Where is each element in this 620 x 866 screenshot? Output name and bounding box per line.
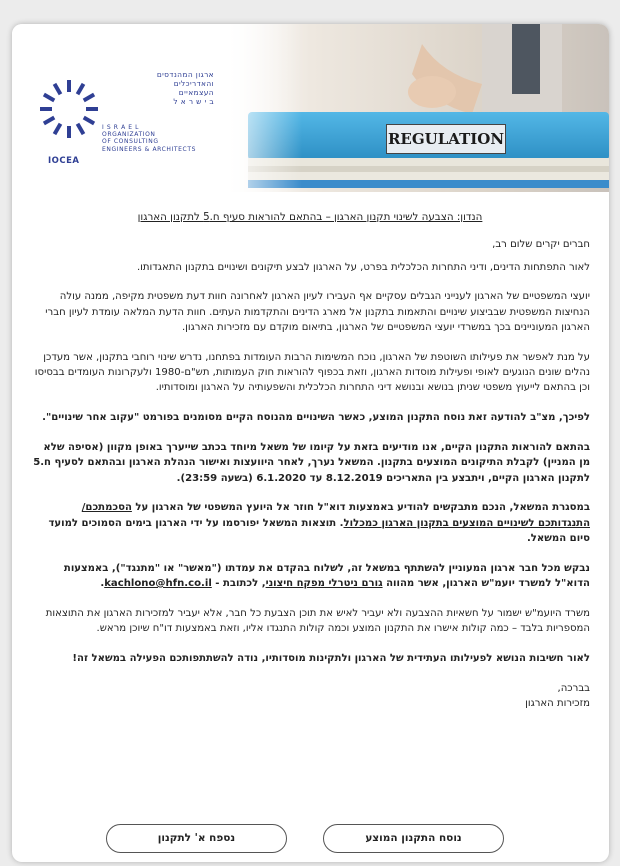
letter-paragraph: יועצי המשפטיים של הארגון לענייני הגבלים עסקיים אף העבירו לעיון הארגון לאחרונה חוות דעת משפטית מקיפה, ממנה עולה הנחיצות המשפטית שבביצוע שינויים והתאמות בתקנון אל מארג הדינים והתקדמות העתים. חוות הדעת המלאה עומדת לעיון חברי הארגון המעוניינים בכך במשרדי יועצי המשפטיים של הארגון, בתיאום מוקדם עם מזכירות הארגון.: [45, 291, 590, 333]
paragraph-text: במסגרת המשאל, הנכם מתבקשים להודיע באמצעות דוא"ל חוזר אל היועץ המשפטי של הארגון על: [131, 502, 590, 514]
letter-paragraph: על מנת לאפשר את פעילותו השוטפת של הארגון, נוכח המשימות הרבות העומדות בפתחנו, נדרש שינוי רוחבי בתקנון, אשר מעדכן נהלים שונים הנוגעים לאופי ופעילות מוסדות הארגון, וזאת בכפוף להוראות חוק העמותות, תש"ם-1980 ולעקרונות העומדים בבסיסו וכן בהתאם לייעוץ משפטי שניתן בנושא ובנושא דיני התחרות הכלכלית והשפעותיה על הארגון ומוסדותיו.: [34, 351, 590, 394]
letter-paragraph: משרד היועמ"ש ישמור על חשאיות ההצבעה ולא יעביר לאיש את תוכן הצבעת כל חבר, אלא יעביר למזכירות הארגון את התוצאות המספריות בלבד – כמה קולות אישרו את התקנון המוצע וכמה קולות התנגדו אליו, וזאת באמצעות דו"ח שיוכן מראש.: [45, 607, 590, 635]
email-card: [12, 24, 609, 862]
email-link[interactable]: kachlono@hfn.co.il: [104, 578, 212, 590]
logo-sunburst-icon: [38, 78, 100, 140]
logo-acronym: IOCEA: [48, 156, 80, 166]
letter-paragraph-bold: [30, 561, 590, 592]
letter-paragraph: לאור התפתחות הדינים, ודיני התחרות הכלכלית בפרט, על הארגון לבצע תיקונים ושינויים בתקנון התאגדותו.: [136, 261, 590, 273]
logo-english-name: I S R A E L ORGANIZATION OF CONSULTING ENGINEERS & ARCHITECTS: [102, 124, 197, 153]
letter-paragraph-bold: לפיכך, מצ"ב להודעה זאת נוסח התקנון המוצע, כאשר השינויים מהנוסח הקיים מסומנים בפורמט "עקוב אחר שינויים".: [42, 412, 590, 424]
paragraph-text: נבקש מכל חבר ארגון המעוניין להשתתף במשאל זה, לשלוח בהקדם את עמדתו ("מאשר" או "מתנגד"), באמצעות הדוא"ל למשרד יועמ"ש הארגון, אשר מהווה: [63, 562, 590, 590]
paragraph-text: . תוצאות המשאל יפורסמו על ידי הארגון בימים הסמוכים למועד סיום המשאל.: [48, 517, 590, 544]
regulation-label: REGULATION: [386, 124, 506, 154]
proposed-bylaws-button[interactable]: נוסח התקנון המוצע: [323, 824, 504, 853]
letter-paragraph-bold: [30, 500, 590, 546]
organization-logo: [38, 70, 214, 180]
letter-paragraph-bold: בהתאם להוראות התקנון הקיים, אנו מודיעים בזאת על קיומו של משאל מיוחד בכתב שייערך באופן מקוון (אסיפה שלא מן המניין) לקבלת התיקונים המוצעים בתקנון. המשאל נערך, לאחר היוועצות ואישור הנהלת הארגון ובהתאם לסעיף ח.5 לתקנון הארגון הקיים, ויתבצע בין התאריכים 8.12.2019 עד 6.1.2020 (בשעה 23:59).: [33, 441, 590, 484]
letter-body: [30, 210, 590, 711]
letter-subject: הנדון: הצבעה לשינוי תקנון הארגון – בהתאם להוראות סעיף ח.5 לתקנון הארגון: [137, 211, 483, 223]
paragraph-text: , לכתובת -: [211, 578, 266, 590]
logo-hebrew-name: ארגון המהנדסים והאדריכלים העצמאיים ב י ש ר א ל: [156, 70, 214, 106]
paragraph-text: .: [100, 578, 105, 590]
underlined-text: הסכמתכם/ התנגדותכם לשינויים המוצעים בתקנון הארגון כמכלול: [81, 502, 590, 529]
closing-signature: מזכירות הארגון: [525, 698, 590, 710]
closing-greeting: בברכה,: [557, 682, 590, 694]
header-banner: [12, 24, 609, 192]
appendix-a-button[interactable]: נספח א' לתקנון: [106, 824, 287, 853]
letter-paragraph-bold: לאור חשיבות הנושא לפעילותו העתידית של הארגון ולתקינות מוסדותיו, נודה להשתתפותכם הפעילה במשאל זה!: [72, 652, 590, 664]
letter-greeting: חברים יקרים שלום רב,: [492, 239, 590, 251]
underlined-text: גורם ניטרלי מפקח חיצוני: [265, 578, 383, 590]
